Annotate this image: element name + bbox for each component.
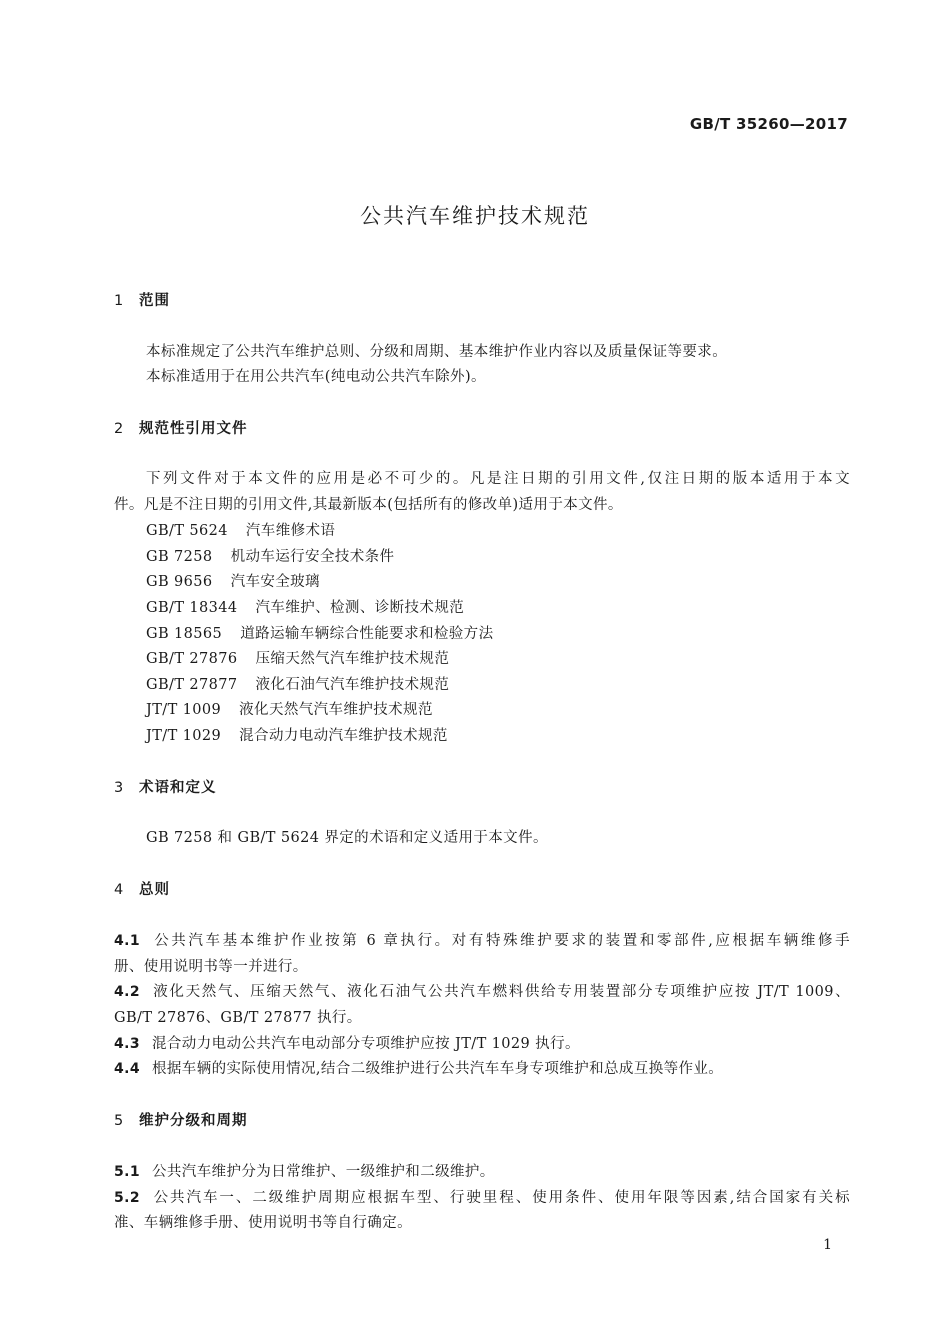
section-heading-general [114,878,170,899]
reference-item [146,545,394,566]
section-number: 4 [114,882,125,898]
reference-name: 液化石油气汽车维护技术规范 [255,677,450,693]
reference-code: GB/T 5624 [146,523,228,539]
section-heading-normative-references [114,417,248,438]
clause-text: 公共汽车基本维护作业按第 6 章执行。对有特殊维护要求的装置和零部件,应根据车辆维修手 [152,933,850,949]
reference-code: GB/T 18344 [146,600,238,616]
clause-text: 公共汽车一、二级维护周期应根据车型、行驶里程、使用条件、使用年限等因素,结合国家有关标 [152,1190,850,1206]
document-title: 公共汽车维护技术规范 [360,204,590,228]
reference-name: 液化天然气汽车维护技术规范 [239,702,433,718]
section-heading-scope [114,289,170,310]
clause-text: 根据车辆的实际使用情况,结合二级维护进行公共汽车车身专项维护和总成互换等作业。 [152,1061,724,1077]
reference-item [146,724,448,745]
clause-number: 4.4 [114,1061,141,1077]
clause-text: 公共汽车维护分为日常维护、一级维护和二级维护。 [152,1164,495,1180]
clause-continuation: GB/T 27876、GB/T 27877 执行。 [114,1010,362,1026]
reference-code: JT/T 1009 [146,702,222,718]
reference-item [146,673,449,694]
section-heading-terms [114,776,217,797]
clause-number: 4.1 [114,933,141,949]
normative-intro-line: 件。凡是不注日期的引用文件,其最新版本(包括所有的修改单)适用于本文件。 [114,497,623,513]
section-title: 范围 [139,293,170,309]
section-title: 规范性引用文件 [139,421,248,437]
reference-code: GB/T 27877 [146,677,238,693]
clause-line [114,929,850,950]
clause-continuation: 准、车辆维修手册、使用说明书等自行确定。 [114,1215,412,1231]
clause-line [114,1032,580,1053]
reference-code: GB 7258 [146,549,213,565]
section-number: 5 [114,1113,125,1129]
reference-code: GB/T 27876 [146,651,238,667]
clause-number: 5.1 [114,1164,141,1180]
reference-name: 汽车维护、检测、诊断技术规范 [255,600,465,616]
reference-item [146,698,433,719]
section-title: 总则 [139,882,170,898]
clause-line [114,1160,495,1181]
normative-intro-line: 下列文件对于本文件的应用是必不可少的。凡是注日期的引用文件,仅注日期的版本适用于本文 [146,471,850,487]
reference-code: JT/T 1029 [146,728,222,744]
reference-item [146,570,320,591]
section-title: 维护分级和周期 [139,1113,248,1129]
section-number: 1 [114,293,125,309]
reference-name: 混合动力电动汽车维护技术规范 [239,728,448,744]
reference-name: 道路运输车辆综合性能要求和检验方法 [240,626,494,642]
scope-paragraph: 本标准规定了公共汽车维护总则、分级和周期、基本维护作业内容以及质量保证等要求。 [146,344,728,360]
clause-line [114,980,850,1001]
reference-name: 汽车安全玻璃 [230,574,320,590]
section-number: 2 [114,421,125,437]
clause-text: 混合动力电动公共汽车电动部分专项维护应按 JT/T 1029 执行。 [152,1036,580,1052]
clause-number: 4.2 [114,984,141,1000]
section-title: 术语和定义 [139,780,217,796]
reference-name: 压缩天然气汽车维护技术规范 [255,651,450,667]
reference-code: GB 18565 [146,626,223,642]
scope-paragraph: 本标准适用于在用公共汽车(纯电动公共汽车除外)。 [146,369,486,385]
section-heading-grading [114,1109,248,1130]
terms-paragraph: GB 7258 和 GB/T 5624 界定的术语和定义适用于本文件。 [146,830,548,846]
page-number: 1 [823,1237,832,1253]
reference-name: 汽车维修术语 [245,523,336,539]
standard-number: GB/T 35260—2017 [689,115,848,133]
reference-item [146,596,464,617]
clause-line [114,1057,723,1078]
reference-item [146,647,449,668]
reference-item [146,519,335,540]
section-number: 3 [114,780,125,796]
clause-line [114,1186,850,1207]
clause-number: 4.3 [114,1036,141,1052]
clause-number: 5.2 [114,1190,141,1206]
reference-code: GB 9656 [146,574,213,590]
clause-continuation: 册、使用说明书等一并进行。 [114,959,308,975]
clause-text: 液化天然气、压缩天然气、液化石油气公共汽车燃料供给专用装置部分专项维护应按 JT/T 1009、 [152,984,850,1000]
reference-item [146,622,494,643]
reference-name: 机动车运行安全技术条件 [230,549,395,565]
